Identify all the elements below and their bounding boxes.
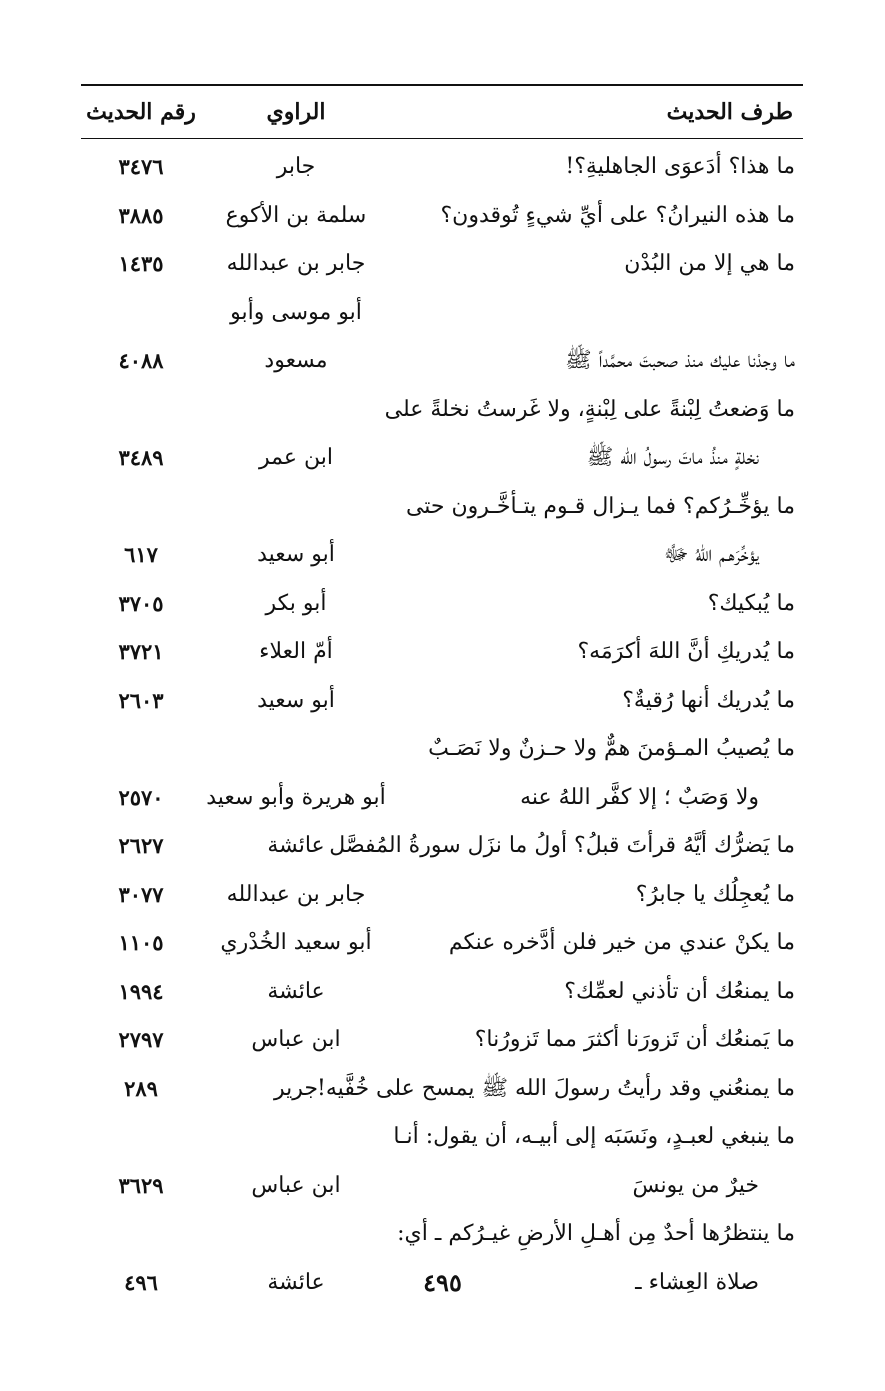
hadith-text — [391, 968, 803, 1017]
table-header — [81, 86, 803, 138]
table-row — [81, 192, 803, 241]
table-row — [81, 822, 803, 871]
table-row — [81, 968, 803, 1017]
header-hadith-text: طرف الحديث — [666, 99, 793, 125]
hadith-text-line: ما هذا؟ أدَعوَى الجاهليةِ؟! — [565, 154, 795, 179]
narrator: ابن عمر — [259, 445, 333, 470]
hadith-number: ٢٦٠٣ — [118, 687, 164, 713]
narrator: أبو بكر — [265, 590, 327, 616]
hadith-text-line: ما يُعجِلُك يا جابرُ؟ — [635, 881, 795, 907]
table-row — [81, 628, 803, 677]
hadith-text — [384, 386, 803, 483]
header-narrator: الراوي — [266, 99, 326, 125]
hadith-text-line: ما يُدريك أنها رُقيةٌ؟ — [622, 687, 795, 713]
hadith-text — [391, 337, 803, 386]
hadith-index-table — [81, 84, 803, 1307]
hadith-text-line: ما هذه النيرانُ؟ على أيِّ شيءٍ تُوقدون؟ — [440, 202, 795, 228]
hadith-text-line: ما يمنعُك أن تأذني لعمِّك؟ — [564, 978, 795, 1004]
narrator: أبو هريرة وأبو سعيد — [206, 784, 386, 810]
narrator: سلمة بن الأكوع — [225, 202, 367, 228]
header-rule — [81, 138, 803, 139]
narrator: جابر — [276, 154, 316, 179]
hadith-text-line: ما وَضعتُ لِبْنةً على لِبْنةٍ، ولا غَرستُ نخلةً على — [384, 396, 795, 422]
table-row — [81, 386, 803, 483]
hadith-text — [391, 580, 803, 629]
hadith-number: ٣٧٠٥ — [118, 590, 164, 616]
table-body — [81, 143, 803, 1307]
hadith-text-line: ما يؤخِّـرُكم؟ فما يـزال قـوم يتـأخَّـرون حتى — [405, 493, 795, 519]
table-row — [81, 483, 803, 580]
narrator: عائشة — [267, 833, 325, 858]
hadith-text — [391, 919, 803, 968]
hadith-text — [391, 677, 803, 726]
table-row — [81, 580, 803, 629]
hadith-text-continuation: ولا وَصَبٌ ؛ إلا كفَّر اللهُ عنه — [520, 784, 759, 810]
hadith-number: ٣٦٢٩ — [118, 1172, 164, 1198]
narrator: عائشة — [267, 978, 325, 1004]
hadith-text-continuation: خيرٌ من يونسَ — [632, 1172, 759, 1198]
hadith-number: ٣٠٧٧ — [118, 881, 164, 907]
hadith-text-line: ما يَمنعُك أن تَزورَنا أكثرَ مما تَزورُنا؟ — [474, 1027, 795, 1052]
hadith-number: ٢٨٩ — [124, 1075, 158, 1101]
hadith-text-line: ما ينبغي لعبـدٍ، ونَسَبَه إلى أبيـه، أن يقول: أنـا — [393, 1124, 795, 1149]
narrator: أبو موسى وأبو مسعود — [230, 299, 362, 373]
narrator: أبو سعيد — [257, 542, 335, 567]
narrator: جابر بن عبدالله — [226, 881, 366, 907]
hadith-text — [391, 240, 803, 289]
table-row — [81, 143, 803, 192]
hadith-text — [391, 871, 803, 920]
hadith-number: ٤٩٦ — [124, 1269, 158, 1295]
hadith-text-line: ما يُبكيك؟ — [707, 590, 795, 616]
hadith-text — [329, 822, 803, 871]
table-row — [81, 725, 803, 822]
hadith-text-line: ما يمنعُني وقد رأيتُ رسولَ الله ﷺ يمسح على خُفَّيه! — [317, 1075, 795, 1101]
hadith-number: ٢٥٧٠ — [118, 784, 164, 810]
hadith-text-continuation: يؤخِّرَهـم اللهُ ﷻ — [663, 542, 759, 567]
narrator: ابن عباس — [251, 1172, 341, 1198]
table-row — [81, 289, 803, 386]
hadith-text-line: ما وجدْنا عليك منذ صحبتَ محمَّداً ﷺ — [565, 348, 795, 373]
hadith-number: ١١٠٥ — [118, 930, 164, 955]
hadith-text-line: ما هي إلا من البُدْن — [624, 251, 795, 276]
table-row — [81, 240, 803, 289]
hadith-number: ٣٨٨٥ — [118, 202, 164, 228]
table-row — [81, 1113, 803, 1210]
hadith-number: ٢٦٢٧ — [118, 833, 164, 858]
table-row — [81, 1065, 803, 1114]
narrator: أمّ العلاء — [259, 639, 333, 664]
hadith-text — [391, 192, 803, 241]
hadith-text — [391, 1016, 803, 1065]
hadith-text-line: ما يُصيبُ المـؤمنَ همٌّ ولا حـزنٌ ولا نَصَـبٌ — [428, 736, 795, 761]
table-row — [81, 1016, 803, 1065]
hadith-number: ٣٧٢١ — [118, 639, 164, 664]
hadith-text — [391, 628, 803, 677]
hadith-text-line: ما يُدريكِ أنَّ اللهَ أكرَمَه؟ — [577, 639, 795, 664]
hadith-text-continuation: نخلةٍ منذُ ماتَ رسولُ الله ﷺ — [586, 445, 759, 470]
hadith-number: ٣٤٨٩ — [118, 445, 164, 470]
narrator: ابن عباس — [251, 1027, 341, 1052]
hadith-text — [391, 143, 803, 192]
page-number: ٤٩٥ — [423, 1268, 462, 1297]
hadith-text-line: ما ينتظرُها أحدٌ مِن أهـلِ الأرضِ غيـرُكم ـ أي: — [397, 1221, 795, 1246]
narrator: جابر بن عبدالله — [226, 251, 366, 276]
narrator: جرير — [274, 1075, 318, 1101]
hadith-text — [391, 725, 803, 822]
table-row — [81, 919, 803, 968]
table-row — [81, 871, 803, 920]
narrator: أبو سعيد الخُدْري — [220, 930, 372, 955]
hadith-number: ٦١٧ — [124, 542, 158, 567]
hadith-number: ٢٧٩٧ — [118, 1027, 164, 1052]
hadith-number: ١٤٣٥ — [118, 251, 164, 276]
table-row — [81, 677, 803, 726]
hadith-number: ١٩٩٤ — [118, 978, 164, 1004]
hadith-text-line: ما يكنْ عندي من خير فلن أدَّخره عنكم — [448, 930, 795, 955]
hadith-text-continuation: صلاة العِشاء ـ — [635, 1269, 759, 1295]
hadith-text — [317, 1065, 803, 1114]
narrator: أبو سعيد — [257, 687, 335, 713]
hadith-number: ٣٤٧٦ — [118, 154, 164, 179]
narrator: عائشة — [267, 1269, 325, 1295]
hadith-text — [391, 483, 803, 580]
hadith-text — [391, 1113, 803, 1210]
hadith-number: ٤٠٨٨ — [118, 348, 164, 373]
header-hadith-number: رقم الحديث — [86, 99, 196, 125]
hadith-text-line: ما يَضرُّك أيَّهُ قرأتَ قبلُ؟ أولُ ما نزَل سورةُ المُفصَّل — [329, 833, 795, 858]
